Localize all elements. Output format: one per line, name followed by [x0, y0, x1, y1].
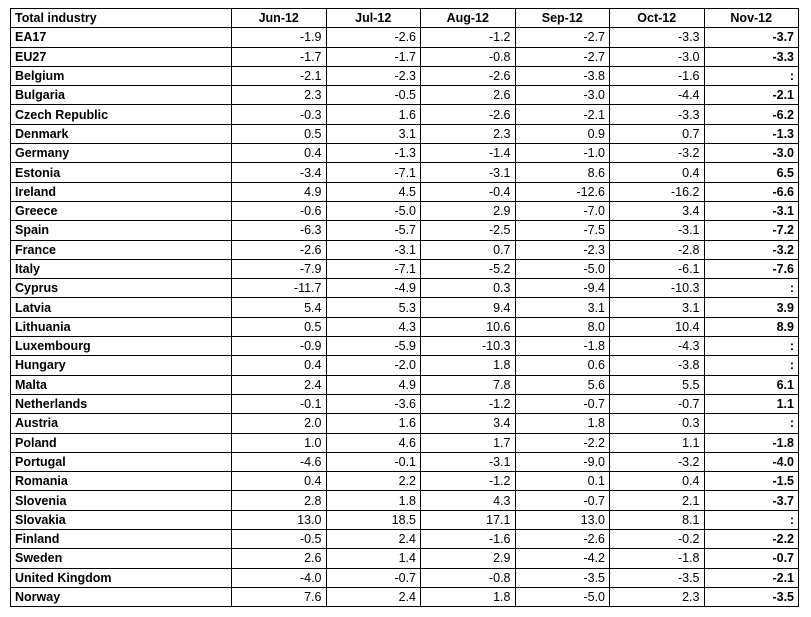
table-cell: -2.6 [232, 240, 327, 259]
table-cell: -5.0 [515, 587, 610, 606]
table-cell: : [704, 66, 799, 85]
table-row [11, 394, 799, 413]
table-cell: -2.7 [515, 28, 610, 47]
table-cell: -0.7 [704, 549, 799, 568]
table-row [11, 28, 799, 47]
row-label: Lithuania [11, 317, 232, 336]
table-cell: -1.2 [421, 28, 516, 47]
row-label: Slovakia [11, 510, 232, 529]
table-cell: 10.4 [610, 317, 705, 336]
table-cell: -3.1 [704, 201, 799, 220]
table-cell: 8.9 [704, 317, 799, 336]
table-cell: -3.2 [610, 452, 705, 471]
table-cell: -1.4 [421, 144, 516, 163]
table-cell: : [704, 510, 799, 529]
table-cell: -9.0 [515, 452, 610, 471]
table-cell: 4.9 [326, 375, 421, 394]
table-cell: 0.6 [515, 356, 610, 375]
table-cell: 3.1 [610, 298, 705, 317]
table-row [11, 124, 799, 143]
table-row [11, 337, 799, 356]
table-row [11, 221, 799, 240]
table-cell: -5.0 [515, 259, 610, 278]
table-cell: -3.1 [421, 452, 516, 471]
table-cell: 2.1 [610, 491, 705, 510]
table-cell: 2.3 [610, 587, 705, 606]
table-cell: 1.6 [326, 105, 421, 124]
row-label: Greece [11, 201, 232, 220]
table-row [11, 587, 799, 606]
table-cell: -4.0 [232, 568, 327, 587]
table-cell: 1.4 [326, 549, 421, 568]
table-cell: -0.7 [515, 491, 610, 510]
table-cell: -2.0 [326, 356, 421, 375]
table-cell: -1.9 [232, 28, 327, 47]
table-cell: 2.4 [326, 587, 421, 606]
table-cell: -10.3 [610, 279, 705, 298]
table-cell: -7.6 [704, 259, 799, 278]
table-cell: -1.6 [421, 530, 516, 549]
table-row [11, 279, 799, 298]
table-row [11, 568, 799, 587]
table-cell: : [704, 414, 799, 433]
row-label: Luxembourg [11, 337, 232, 356]
table-cell: : [704, 356, 799, 375]
column-header: Aug-12 [421, 9, 516, 28]
table-cell: 13.0 [232, 510, 327, 529]
table-cell: 0.9 [515, 124, 610, 143]
table-cell: -3.3 [610, 28, 705, 47]
table-cell: -2.6 [421, 105, 516, 124]
table-cell: -3.1 [326, 240, 421, 259]
table-cell: -2.5 [421, 221, 516, 240]
table-cell: 2.8 [232, 491, 327, 510]
table-cell: 1.8 [515, 414, 610, 433]
table-cell: -2.2 [704, 530, 799, 549]
table-cell: -0.6 [232, 201, 327, 220]
row-label: Malta [11, 375, 232, 394]
table-row [11, 356, 799, 375]
table-cell: 5.4 [232, 298, 327, 317]
row-label: Spain [11, 221, 232, 240]
table-container [10, 8, 799, 607]
row-label: Czech Republic [11, 105, 232, 124]
table-cell: 2.9 [421, 549, 516, 568]
table-cell: 4.6 [326, 433, 421, 452]
column-header: Jun-12 [232, 9, 327, 28]
table-cell: -3.7 [704, 491, 799, 510]
row-label: Hungary [11, 356, 232, 375]
table-cell: 8.0 [515, 317, 610, 336]
table-cell: -7.2 [704, 221, 799, 240]
table-cell: -3.4 [232, 163, 327, 182]
table-cell: -2.7 [515, 47, 610, 66]
table-row [11, 298, 799, 317]
table-cell: 2.6 [421, 86, 516, 105]
table-cell: -2.8 [610, 240, 705, 259]
table-row [11, 491, 799, 510]
table-cell: -3.0 [704, 144, 799, 163]
table-cell: 8.6 [515, 163, 610, 182]
table-cell: -3.2 [704, 240, 799, 259]
table-cell: 0.5 [232, 317, 327, 336]
table-cell: 1.0 [232, 433, 327, 452]
table-cell: -2.6 [421, 66, 516, 85]
table-cell: -1.7 [232, 47, 327, 66]
table-cell: -6.2 [704, 105, 799, 124]
table-cell: -6.6 [704, 182, 799, 201]
table-cell: 10.6 [421, 317, 516, 336]
table-cell: -2.2 [515, 433, 610, 452]
table-cell: 5.5 [610, 375, 705, 394]
row-label: Estonia [11, 163, 232, 182]
table-cell: -0.9 [232, 337, 327, 356]
table-cell: 0.7 [610, 124, 705, 143]
corner-header: Total industry [11, 9, 232, 28]
row-label: Bulgaria [11, 86, 232, 105]
row-label: Slovenia [11, 491, 232, 510]
table-cell: -11.7 [232, 279, 327, 298]
table-cell: -0.7 [610, 394, 705, 413]
table-cell: 2.9 [421, 201, 516, 220]
table-cell: -3.6 [326, 394, 421, 413]
table-row [11, 530, 799, 549]
table-row [11, 317, 799, 336]
table-cell: -1.3 [704, 124, 799, 143]
table-body [11, 28, 799, 607]
column-header: Nov-12 [704, 9, 799, 28]
table-cell: -4.2 [515, 549, 610, 568]
table-cell: -4.3 [610, 337, 705, 356]
table-cell: -9.4 [515, 279, 610, 298]
table-cell: 0.3 [421, 279, 516, 298]
table-cell: 1.1 [610, 433, 705, 452]
table-row [11, 472, 799, 491]
table-cell: -2.6 [515, 530, 610, 549]
table-cell: 5.6 [515, 375, 610, 394]
table-cell: 7.8 [421, 375, 516, 394]
table-cell: -3.3 [704, 47, 799, 66]
table-cell: 6.5 [704, 163, 799, 182]
table-cell: 5.3 [326, 298, 421, 317]
table-row [11, 433, 799, 452]
table-cell: -3.0 [610, 47, 705, 66]
table-cell: -4.9 [326, 279, 421, 298]
row-label: Ireland [11, 182, 232, 201]
table-cell: -3.3 [610, 105, 705, 124]
table-cell: 2.3 [421, 124, 516, 143]
table-cell: 3.1 [326, 124, 421, 143]
row-label: United Kingdom [11, 568, 232, 587]
table-cell: 8.1 [610, 510, 705, 529]
row-label: Portugal [11, 452, 232, 471]
row-label: EU27 [11, 47, 232, 66]
row-label: Poland [11, 433, 232, 452]
table-cell: -2.1 [515, 105, 610, 124]
table-cell: 0.3 [610, 414, 705, 433]
table-cell: 0.4 [232, 144, 327, 163]
table-row [11, 144, 799, 163]
table-cell: -5.2 [421, 259, 516, 278]
table-cell: 2.4 [326, 530, 421, 549]
table-cell: -1.6 [610, 66, 705, 85]
table-cell: -0.8 [421, 568, 516, 587]
table-cell: -7.5 [515, 221, 610, 240]
table-row [11, 259, 799, 278]
row-label: France [11, 240, 232, 259]
table-cell: -2.1 [232, 66, 327, 85]
row-label: Netherlands [11, 394, 232, 413]
table-row [11, 86, 799, 105]
table-cell: 6.1 [704, 375, 799, 394]
table-cell: 0.4 [232, 472, 327, 491]
table-cell: 0.7 [421, 240, 516, 259]
table-cell: 1.7 [421, 433, 516, 452]
row-label: Cyprus [11, 279, 232, 298]
table-row [11, 182, 799, 201]
table-row [11, 510, 799, 529]
row-label: Romania [11, 472, 232, 491]
row-label: Belgium [11, 66, 232, 85]
table-cell: 13.0 [515, 510, 610, 529]
row-label: Austria [11, 414, 232, 433]
table-cell: : [704, 279, 799, 298]
table-cell: -3.0 [515, 86, 610, 105]
table-cell: -12.6 [515, 182, 610, 201]
table-cell: -2.3 [515, 240, 610, 259]
table-row [11, 414, 799, 433]
table-row [11, 549, 799, 568]
table-cell: -0.2 [610, 530, 705, 549]
table-row [11, 452, 799, 471]
table-cell: -3.2 [610, 144, 705, 163]
table-cell: -1.0 [515, 144, 610, 163]
table-cell: -3.8 [515, 66, 610, 85]
table-row [11, 105, 799, 124]
table-cell: -7.1 [326, 259, 421, 278]
table-cell: -2.6 [326, 28, 421, 47]
table-cell: 7.6 [232, 587, 327, 606]
table-cell: -3.1 [421, 163, 516, 182]
table-cell: -3.7 [704, 28, 799, 47]
table-cell: -0.1 [326, 452, 421, 471]
table-row [11, 47, 799, 66]
row-label: EA17 [11, 28, 232, 47]
table-row [11, 240, 799, 259]
table-cell: -3.8 [610, 356, 705, 375]
table-cell: -0.1 [232, 394, 327, 413]
table-row [11, 375, 799, 394]
table-cell: 1.8 [326, 491, 421, 510]
table-cell: -0.4 [421, 182, 516, 201]
table-cell: -3.5 [704, 587, 799, 606]
row-label: Sweden [11, 549, 232, 568]
table-cell: 4.5 [326, 182, 421, 201]
table-cell: -7.1 [326, 163, 421, 182]
table-cell: -0.5 [326, 86, 421, 105]
table-cell: 1.6 [326, 414, 421, 433]
table-row [11, 163, 799, 182]
row-label: Denmark [11, 124, 232, 143]
table-cell: -1.8 [610, 549, 705, 568]
row-label: Norway [11, 587, 232, 606]
table-cell: -10.3 [421, 337, 516, 356]
table-cell: 3.4 [610, 201, 705, 220]
table-cell: 9.4 [421, 298, 516, 317]
table-cell: -4.0 [704, 452, 799, 471]
table-cell: -2.1 [704, 86, 799, 105]
table-row [11, 201, 799, 220]
table-cell: -1.5 [704, 472, 799, 491]
table-cell: -2.3 [326, 66, 421, 85]
table-cell: -7.0 [515, 201, 610, 220]
table-cell: 4.3 [421, 491, 516, 510]
row-label: Finland [11, 530, 232, 549]
table-cell: 1.1 [704, 394, 799, 413]
table-cell: -0.7 [515, 394, 610, 413]
industry-data-table [10, 8, 799, 607]
table-cell: -6.3 [232, 221, 327, 240]
column-header: Sep-12 [515, 9, 610, 28]
table-cell: -1.2 [421, 472, 516, 491]
column-header: Jul-12 [326, 9, 421, 28]
table-cell: 2.3 [232, 86, 327, 105]
table-cell: -16.2 [610, 182, 705, 201]
table-cell: 3.1 [515, 298, 610, 317]
table-cell: -3.1 [610, 221, 705, 240]
table-cell: -1.8 [515, 337, 610, 356]
table-cell: 0.5 [232, 124, 327, 143]
column-header: Oct-12 [610, 9, 705, 28]
header-row [11, 9, 799, 28]
table-cell: 18.5 [326, 510, 421, 529]
table-cell: -0.8 [421, 47, 516, 66]
table-cell: -0.3 [232, 105, 327, 124]
table-cell: 2.2 [326, 472, 421, 491]
table-cell: -5.7 [326, 221, 421, 240]
table-cell: -2.1 [704, 568, 799, 587]
table-cell: 0.4 [232, 356, 327, 375]
table-cell: 2.6 [232, 549, 327, 568]
table-cell: 0.1 [515, 472, 610, 491]
table-cell: 4.9 [232, 182, 327, 201]
row-label: Germany [11, 144, 232, 163]
table-cell: 2.4 [232, 375, 327, 394]
table-cell: -7.9 [232, 259, 327, 278]
table-cell: 1.8 [421, 356, 516, 375]
table-cell: -5.9 [326, 337, 421, 356]
table-cell: -3.5 [610, 568, 705, 587]
table-cell: 2.0 [232, 414, 327, 433]
table-cell: -4.6 [232, 452, 327, 471]
table-cell: 1.8 [421, 587, 516, 606]
table-cell: -1.8 [704, 433, 799, 452]
table-cell: -1.3 [326, 144, 421, 163]
table-cell: 0.4 [610, 472, 705, 491]
table-cell: 3.4 [421, 414, 516, 433]
table-cell: 4.3 [326, 317, 421, 336]
table-cell: -5.0 [326, 201, 421, 220]
table-cell: -0.7 [326, 568, 421, 587]
table-cell: 17.1 [421, 510, 516, 529]
table-row [11, 66, 799, 85]
table-cell: 3.9 [704, 298, 799, 317]
row-label: Italy [11, 259, 232, 278]
table-cell: -4.4 [610, 86, 705, 105]
table-cell: -1.2 [421, 394, 516, 413]
table-cell: : [704, 337, 799, 356]
table-cell: -1.7 [326, 47, 421, 66]
row-label: Latvia [11, 298, 232, 317]
table-cell: -0.5 [232, 530, 327, 549]
table-cell: 0.4 [610, 163, 705, 182]
table-cell: -6.1 [610, 259, 705, 278]
table-cell: -3.5 [515, 568, 610, 587]
